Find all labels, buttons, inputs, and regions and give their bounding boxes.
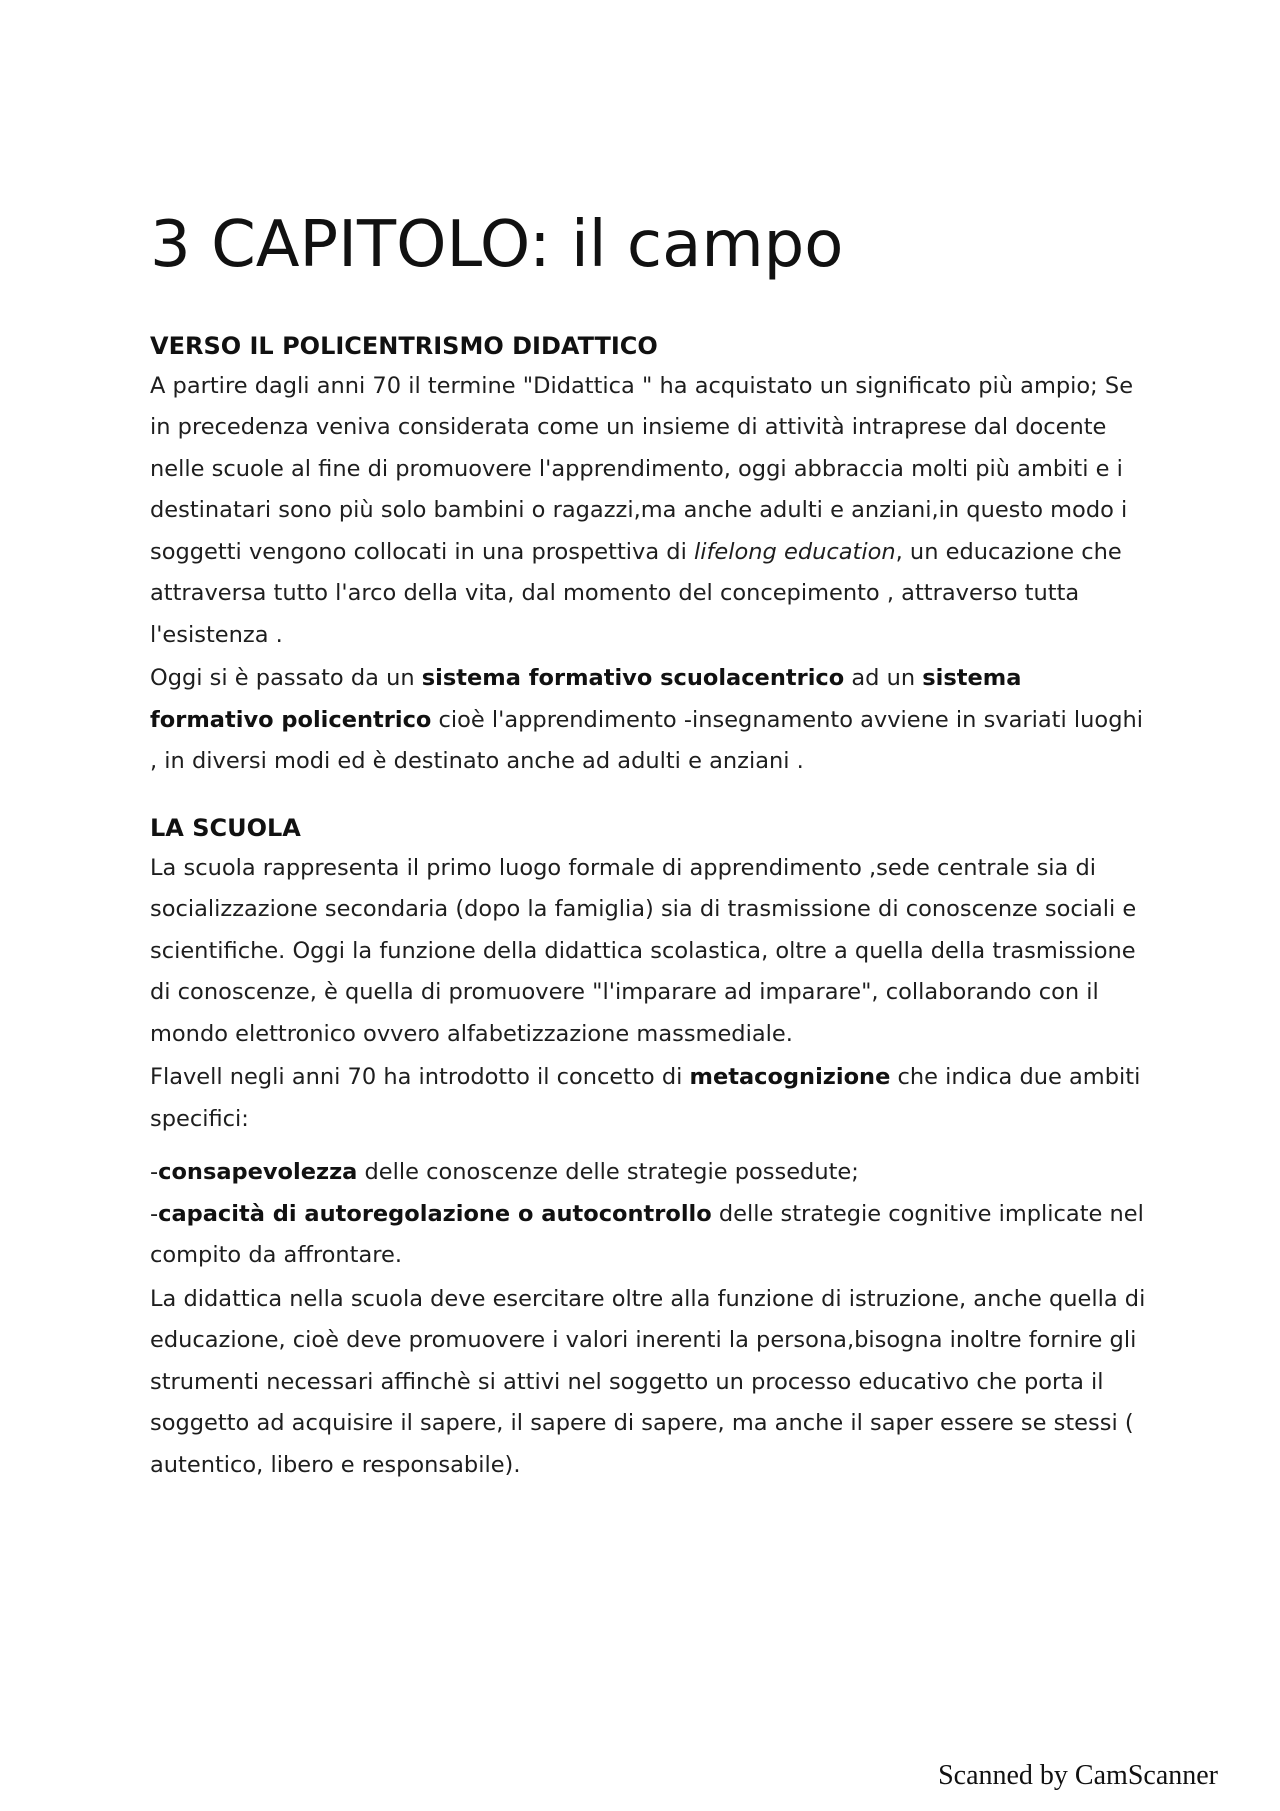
bold-term: metacognizione — [689, 1064, 891, 1091]
bold-term: sistema formativo policentrico — [150, 665, 1022, 733]
text-segment: delle strategie cognitive implicate nel compito da affrontare. — [150, 1200, 1144, 1269]
bold-term: sistema formativo scuolacentrico — [421, 665, 845, 692]
list-prefix: - — [150, 1159, 159, 1186]
paragraph-sistema-formativo — [150, 658, 1150, 783]
italic-term: lifelong education — [694, 538, 896, 565]
text-segment: cioè l'apprendimento -insegnamento avviene in svariati luoghi , in diversi modi ed è destinato anche ad adulti e anziani . — [150, 706, 1143, 775]
text-segment: che indica due ambiti specifici: — [150, 1064, 1141, 1132]
section-la-scuola — [150, 812, 1150, 1486]
bold-term: consapevolezza — [158, 1159, 358, 1186]
text-segment: Flavell negli anni 70 ha introdotto il concetto di — [150, 1064, 690, 1091]
camscanner-watermark: Scanned by CamScanner — [938, 1760, 1218, 1791]
section-heading-policentrismo: VERSO IL POLICENTRISMO DIDATTICO — [150, 332, 658, 360]
list-item — [150, 1152, 1150, 1194]
metacognition-list — [150, 1152, 1150, 1277]
page-title: 3 CAPITOLO: il campo — [150, 208, 844, 282]
text-segment: delle conoscenze delle strategie possedute; — [357, 1159, 859, 1186]
text-segment: , un educazione che attraversa tutto l'arco della vita, dal momento del concepimento , attraverso tutta l'esistenza . — [150, 538, 1122, 648]
paragraph-didattica-educazione: La didattica nella scuola deve esercitare oltre alla funzione di istruzione, anche quella di educazione, cioè deve promuovere i valori inerenti la persona,bisogna inoltre fornire gli strumenti necessari affinchè si attivi nel soggetto un processo educativo che porta il soggetto ad acquisire il sapere, il sapere di sapere, ma anche il saper essere se stessi ( autentico, libero e responsabile). — [150, 1285, 1146, 1478]
paragraph-didattica-intro — [150, 366, 1150, 657]
text-segment: Oggi si è passato da un — [150, 665, 422, 692]
list-prefix: - — [150, 1200, 159, 1227]
paragraph-scuola-intro: La scuola rappresenta il primo luogo formale di apprendimento ,sede centrale sia di socializzazione secondaria (dopo la famiglia) sia di trasmissione di conoscenze sociali e scientifiche. Oggi la funzione della didattica scolastica, oltre a quella della trasmissione di conoscenze, è quella di promuovere "l'imparare ad imparare", collaborando con il mondo elettronico ovvero alfabetizzazione massmediale. — [150, 854, 1137, 1047]
list-item — [150, 1194, 1150, 1277]
bold-term: capacità di autoregolazione o autocontrollo — [158, 1200, 712, 1227]
paragraph-metacognizione — [150, 1057, 1150, 1140]
section-policentrismo — [150, 330, 1150, 783]
text-segment: A partire dagli anni 70 il termine "Didattica " ha acquistato un significato più ampio; Se in precedenza veniva considerata come un insieme di attività intraprese dal docente nelle scuole al fine di promuovere l'apprendimento, oggi abbraccia molti più ambiti e i destinatari sono più solo bambini o ragazzi,ma anche adulti e anziani,in questo modo i soggetti vengono collocati in una prospettiva di — [150, 372, 1134, 565]
text-segment: ad un — [844, 665, 923, 692]
section-heading-la-scuola: LA SCUOLA — [150, 814, 301, 842]
